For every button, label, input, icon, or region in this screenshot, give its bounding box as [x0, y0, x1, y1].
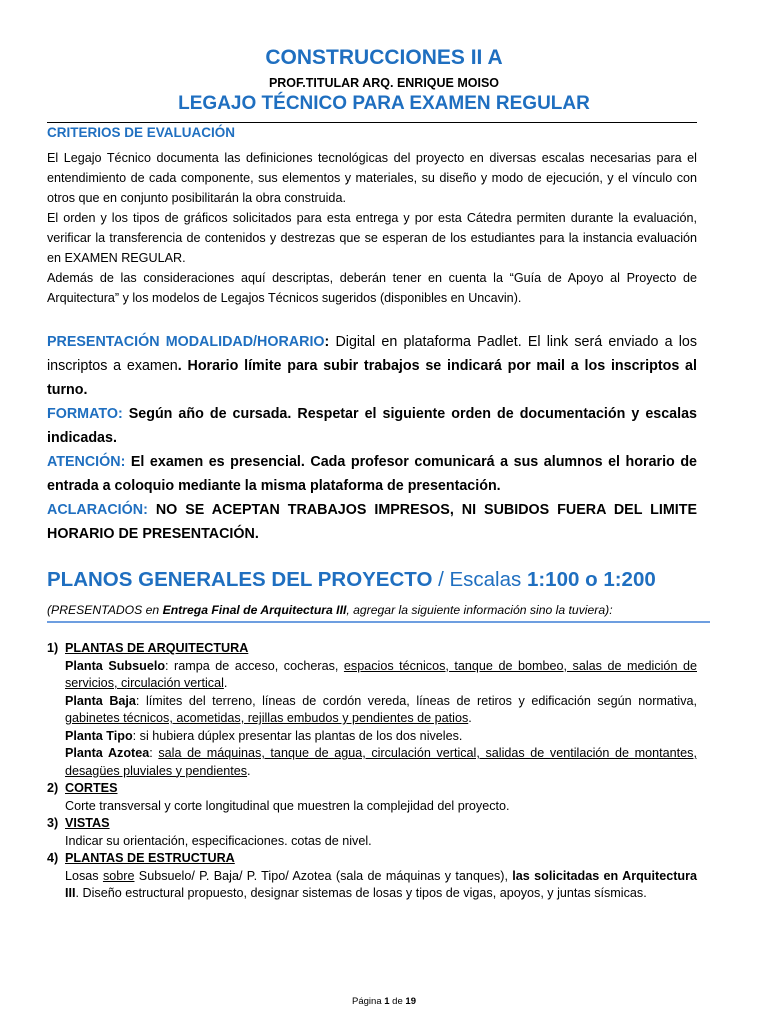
atencion-paragraph [47, 450, 697, 498]
planos-note-open: (PRESENTADOS en [47, 603, 163, 617]
planta-underlined: sala de máquinas, tanque de agua, circulación vertical, salidas de ventilación de montantes, desagües pluviales y pendientes [65, 746, 697, 778]
planta-end: . [468, 711, 472, 725]
aclaracion-paragraph [47, 498, 697, 546]
planta-label: Planta Azotea [65, 746, 150, 760]
requirements-list [47, 640, 697, 903]
aclaracion-text: NO SE ACEPTAN TRABAJOS IMPRESOS, NI SUBIDOS FUERA DEL LIMITE HORARIO DE PRESENTACIÓN. [47, 502, 697, 542]
list-item-title: PLANTAS DE ARQUITECTURA [65, 641, 249, 655]
planos-title-text: PLANOS GENERALES DEL PROYECTO [47, 568, 433, 591]
list-item-text: Indicar su orientación, especificaciones. cotas de nivel. [65, 833, 372, 848]
presentacion-paragraph [47, 330, 697, 402]
planos-scale-1: 1:100 [526, 568, 580, 591]
list-item-number: 2) [47, 781, 59, 795]
list-item-title: VISTAS [65, 816, 110, 830]
professor-line: PROF.TITULAR ARQ. ENRIQUE MOISO [268, 76, 500, 90]
planta-end: . [247, 763, 251, 778]
footer-page-total: 19 [405, 996, 416, 1007]
atencion-label: ATENCIÓN: [47, 454, 126, 470]
footer-page-word: Página [352, 996, 385, 1007]
list-item-heading [47, 780, 697, 798]
planos-scale-or: o [579, 568, 604, 591]
planta-text: : [149, 746, 159, 760]
criterios-paragraph: El orden y los tipos de gráficos solicitados para esta entrega y por esta Cátedra permiten durante la evaluación, verificar la transferencia de contenidos y destrezas que se esperan de los estudiantes para la instancia evaluación en EXAMEN REGULAR. [47, 211, 697, 265]
planos-note [47, 603, 707, 617]
planta-label: Planta Baja [65, 693, 136, 708]
planos-note-rest: , agregar la siguiente información sino la tuviera): [346, 603, 613, 617]
planos-divider [47, 621, 710, 623]
losas-text: Losas [65, 868, 103, 883]
page-footer [0, 996, 768, 1007]
planos-note-bold: Entrega Final de Arquitectura III [162, 603, 347, 617]
criterios-heading: CRITERIOS DE EVALUACIÓN [47, 125, 236, 140]
aclaracion-label: ACLARACIÓN: [47, 502, 148, 518]
list-item-heading [47, 850, 697, 868]
footer-of-word: de [389, 996, 406, 1007]
losas-rest: Subsuelo/ P. Baja/ P. Tipo/ Azotea (sala de máquinas y tanques), [134, 868, 513, 883]
footer-page-number: 1 [384, 996, 390, 1007]
list-item-text [47, 868, 697, 903]
criterios-paragraph: Además de las consideraciones aquí descriptas, deberán tener en cuenta la “Guía de Apoyo al Proyecto de Arquitectura” y los modelos de Legajos Técnicos sugeridos (disponibles en Uncavin). [47, 271, 697, 305]
list-item-heading [47, 815, 697, 833]
planos-scale-2: 1:200 [603, 568, 656, 591]
presentacion-label: PRESENTACIÓN MODALIDAD/HORARIO [47, 334, 325, 350]
formato-text: Según año de cursada. Respetar el siguiente orden de documentación y escalas indicadas. [47, 406, 697, 446]
header-divider [47, 122, 697, 123]
document-title: CONSTRUCCIONES II A [265, 46, 503, 69]
planta-label: Planta Subsuelo [65, 658, 166, 673]
list-item-number: 3) [47, 816, 59, 830]
losas-underlined: sobre [102, 868, 135, 883]
planta-underlined: gabinetes técnicos, acometidas, rejillas embudos y pendientes de patios [65, 711, 469, 725]
planta-text: : rampa de acceso, cocheras, [165, 658, 344, 673]
planta-text: : límites del terreno, líneas de cordón vereda, líneas de retiros y edificación según normativa, [135, 693, 697, 708]
criterios-body [47, 148, 697, 308]
list-item-text: Corte transversal y corte longitudinal que muestren la complejidad del proyecto. [65, 798, 510, 813]
planta-text: : si hubiera dúplex presentar las plantas de los dos niveles. [132, 728, 463, 743]
planta-baja [47, 693, 697, 728]
presentacion-colon: : [324, 334, 330, 350]
planta-label: Planta Tipo [65, 728, 133, 743]
list-item-heading [47, 640, 697, 658]
list-item-title: CORTES [65, 781, 118, 795]
planos-title-sep: / Escalas [432, 568, 527, 591]
formato-paragraph [47, 402, 697, 450]
planta-tipo [47, 728, 697, 746]
list-item-title: PLANTAS DE ESTRUCTURA [65, 851, 235, 865]
losas-end: . Diseño estructural propuesto, designar sistemas de losas y tipos de vigas, apoyos, y juntas sísmicas. [75, 886, 647, 900]
atencion-text: El examen es presencial. Cada profesor comunicará a sus alumnos el horario de entrada a coloquio mediante la misma plataforma de presentación. [47, 454, 697, 494]
losas-bold: las solicitadas en Arquitectura III [65, 868, 697, 900]
planta-underlined: espacios técnicos, tanque de bombeo, salas de medición de servicios, circulación vertical [65, 658, 697, 690]
presentacion-deadline: . Horario límite para subir trabajos se indicará por mail a los inscriptos al turno. [47, 358, 697, 398]
planos-heading [47, 568, 656, 592]
planta-end: . [223, 676, 228, 690]
planta-azotea [47, 745, 697, 780]
list-item-number: 1) [47, 641, 59, 655]
document-subtitle: LEGAJO TÉCNICO PARA EXAMEN REGULAR [178, 93, 590, 114]
planta-subsuelo [47, 658, 697, 693]
presentacion-text: Digital en plataforma Padlet. El link será enviado a los inscriptos a examen [47, 334, 697, 374]
presentation-section [47, 330, 697, 546]
criterios-paragraph: El Legajo Técnico documenta las definiciones tecnológicas del proyecto en diversas escalas necesarias para el entendimiento de cada componente, sus elementos y materiales, su diseño y modo de ejecución, y el vínculo con otros que en conjunto posibilitarán la obra construida. [47, 151, 697, 205]
list-item-number: 4) [47, 851, 59, 865]
formato-label: FORMATO: [47, 406, 123, 422]
